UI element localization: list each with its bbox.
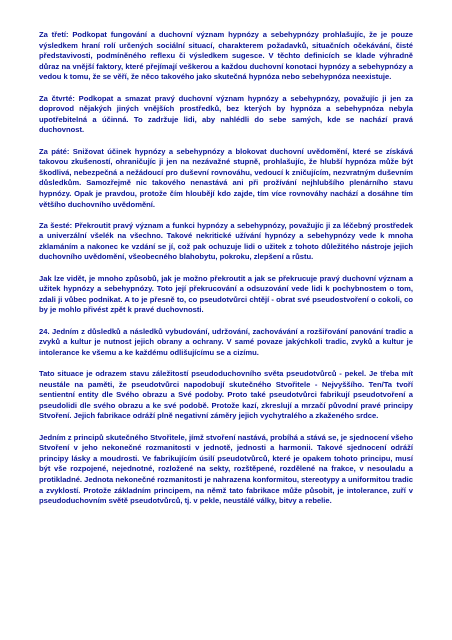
paragraph-za-seste: Za šesté: Překroutit pravý význam a funkci hypnózy a sebehypnózy, považujíc ji za léčebný prostředek a univerzální všelék na všechno. Takové nekritické užívání hypnózy a sebehypnózy vede k mnoha zklamáním a nakonec ke vzdání se jí, což pak ochuzuje lidi o užitek z tohoto důležitého nástroje jejich duchovního uvědomění, všeobecného blahobytu, pokroku, zlepšení a růstu. (39, 220, 413, 262)
document-page (39, 30, 413, 507)
paragraph-24: 24. Jedním z důsledků a následků vybudování, udržování, zachovávání a rozšiřování panování tradic a zvyků a kultur je nutnost jejich obrany a ochrany. V samé povaze jakýchkoli tradic, zvyků a kultur je intolerance ke všemu a ke každému odlišujícímu se a cizímu. (39, 326, 413, 357)
paragraph-jednim-z-principu: Jedním z principů skutečného Stvořitele, jímž stvoření nastává, probíhá a stává se, je sjednocení všeho Stvoření v jeho nekonečné rozmanitosti v jednotě, jednosti a harmonii. Takové sjednocení odráží principy lásky a moudrosti. Ve fabrikujícím úsilí pseudotvůrců, které je opakem tohoto principu, musí být vše rozpojené, nejednotné, rozložené na sekty, rozštěpené, rozdělené na frakce, v nesouladu a protikladné. Jednota nekonečné rozmanitosti je nahrazena konformitou, stereotypy a uniformitou tradic a zvyklostí. Protože základním principem, na němž tato fabrikace může působit, je intolerance, zuří v pseudoduchovním světě pseudotvůrců, tj. v pekle, neustálé války, bitvy a rebelie. (39, 432, 413, 506)
paragraph-jak-lze-videt: Jak lze vidět, je mnoho způsobů, jak je možno překroutit a jak se překrucuje pravý duchovní význam a užitek hypnózy a sebehypnózy. Toto její překrucování a odsuzování vede lidi k pochybnostem o tom, zdali ji vůbec podnikat. A to je přesně to, co pseudotvůrci chtějí - obrat své pseudostvoření o cokoli, co by je mohlo přivést zpět k pravé duchovnosti. (39, 273, 413, 315)
paragraph-za-pate: Za páté: Snižovat účinek hypnózy a sebehypnózy a blokovat duchovní uvědomění, které se získává takovou zkušeností, ohraničujíc ji jen na nezávažné stupně, prohlašujíc, že hlubší hypnóza může být škodlivá, nebezpečná a nežádoucí pro duševní rovnováhu, vedoucí k zničujícím, nezvratným duševním důsledkům. Samozřejmě nic takového nenastává ani při prožívání nejhlubšího plenárního stavu hypnózy. Opak je pravdou, protože čím hloubějí kdo zajde, tím více rovnováhy nachází a dosáhne tím většího duchovního uvědomění. (39, 146, 413, 209)
paragraph-za-ctvrte: Za čtvrté: Podkopat a smazat pravý duchovní význam hypnózy a sebehypnózy, považujíc ji jen za doprovod nějakých jiných vnějších prostředků, bez kterých by hypnóza a sebehypnóza nebyla upotřebitelná a účinná. To zadržuje lidi, aby nahlédli do sebe samých, kde se nachází pravá duchovnost. (39, 93, 413, 135)
paragraph-za-treti: Za třetí: Podkopat fungování a duchovní význam hypnózy a sebehypnózy prohlašujíc, že je pouze výsledkem hraní rolí určených sociální situací, charakterem požadavků, situačních očekávání, čisté představivosti, podmíněného reflexu či výsledkem sugesce. V těchto definicích se klade výhradně důraz na vnější faktory, které přejímají veškerou a každou duchovní konotaci hypnózy a sebehypnózy a vedou k tomu, že se věří, že něco takového jako skutečná hypnóza nebo sebehypnóza neexistuje. (39, 30, 413, 82)
paragraph-tato-situace: Tato situace je odrazem stavu záležitostí pseudoduchovního světa pseudotvůrců - pekel. Je třeba mít neustále na paměti, že pseudotvůrci napodobují skutečného Stvořitele - Nejvyššího. Ten/Ta tvoří sentientní entity dle Svého obrazu a Své podoby. Proto také pseudotvůrci fabrikují pseudotvoření a pseudolidi dle svého obrazu a ke své podobě. Protože kazí, zkreslují a mrzačí původní pravé principy Stvoření. Jejich fabrikace odráží plně negativní záměry jejich vychytralého a zkaženého srdce. (39, 369, 413, 421)
